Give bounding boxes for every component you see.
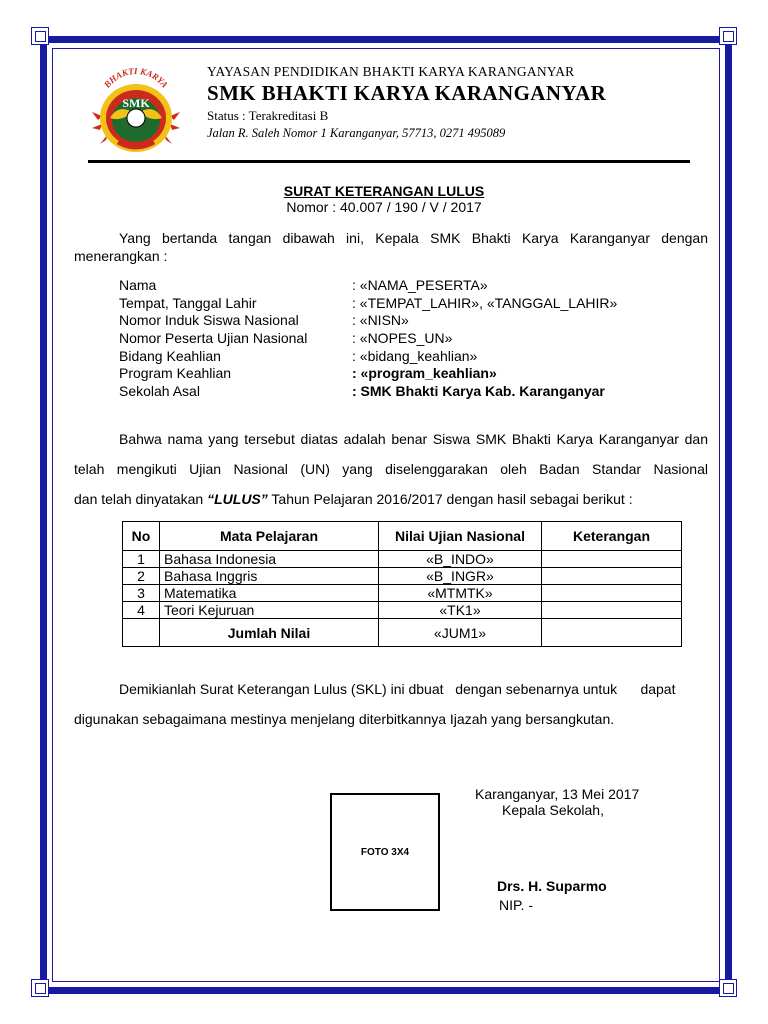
column-header: Keterangan — [542, 522, 682, 551]
closing-line-2: digunakan sebagaimana mestinya menjelang diterbitkannya Ijazah yang bersangkutan. — [74, 711, 615, 727]
field-label: Nomor Peserta Ujian Nasional — [119, 330, 308, 347]
field-label: Sekolah Asal — [119, 383, 200, 400]
statement-line-2: telah mengikuti Ujian Nasional (UN) yang diselenggarakan oleh Badan Standar Nasional — [74, 461, 708, 477]
logo-text-top: BHAKTI KARYA — [101, 66, 171, 90]
subject-score: «B_INDO» — [379, 551, 542, 568]
intro-line-1: Yang bertanda tangan dibawah ini, Kepala SMK Bhakti Karya Karanganyar dengan — [119, 230, 708, 246]
total-label: Jumlah Nilai — [160, 619, 379, 647]
title-heading: SURAT KETERANGAN LULUS — [283, 183, 485, 199]
field-label: Nama — [119, 277, 157, 293]
place-date: Karanganyar, 13 Mei 2017 — [475, 786, 640, 802]
school-logo-icon — [88, 60, 184, 156]
field-label: Bidang Keahlian — [119, 347, 221, 364]
subject-note — [542, 585, 682, 602]
field-label: Nomor Induk Siswa Nasional — [119, 312, 299, 329]
corner-ornament — [719, 27, 737, 45]
subject-name: Bahasa Inggris — [160, 568, 379, 585]
table-header-row — [123, 522, 682, 551]
field-label: Tempat, Tanggal Lahir — [119, 294, 257, 311]
field-value: : «NOPES_UN» — [352, 330, 453, 347]
signer-name: Drs. H. Suparmo — [497, 878, 607, 894]
subject-score: «MTMTK» — [379, 585, 542, 602]
letterhead — [88, 60, 688, 160]
closing-line-1: Demikianlah Surat Keterangan Lulus (SKL) ini dbuat dengan sebenarnya untuk dapat — [119, 681, 676, 697]
letter-number: Nomor : 40.007 / 190 / V / 2017 — [286, 199, 482, 215]
statement-text: dan telah dinyatakan — [74, 491, 208, 507]
row-number: 3 — [123, 585, 160, 602]
subject-score: «TK1» — [379, 602, 542, 619]
subject-name: Bahasa Indonesia — [160, 551, 379, 568]
school-name: SMK BHAKTI KARYA KARANGANYAR — [207, 81, 607, 105]
column-header: Mata Pelajaran — [160, 522, 379, 551]
total-empty-cell — [123, 619, 160, 647]
row-number: 2 — [123, 568, 160, 585]
statement-line-1: Bahwa nama yang tersebut diatas adalah benar Siswa SMK Bhakti Karya Karanganyar dan — [119, 431, 708, 447]
lulus-emphasis: “LULUS” — [207, 491, 268, 507]
column-header: Nilai Ujian Nasional — [379, 522, 542, 551]
accreditation-status: Status : Terakreditasi B — [207, 108, 329, 123]
field-value: : «NISN» — [352, 312, 409, 329]
field-value: : «NAMA_PESERTA» — [352, 277, 488, 293]
intro-line-2: menerangkan : — [74, 248, 168, 264]
field-value: : «bidang_keahlian» — [352, 347, 478, 364]
subject-score: «B_INGR» — [379, 568, 542, 585]
signer-position: Kepala Sekolah, — [502, 802, 604, 818]
statement-text: Tahun Pelajaran 2016/2017 dengan hasil sebagai berikut : — [267, 491, 633, 507]
column-header: No — [123, 522, 160, 551]
table-row — [123, 585, 682, 602]
total-note — [542, 619, 682, 647]
signer-nip: NIP. - — [499, 897, 533, 913]
subject-name: Teori Kejuruan — [160, 602, 379, 619]
table-total-row — [123, 619, 682, 647]
corner-ornament — [31, 27, 49, 45]
document-title — [0, 183, 768, 215]
field-value: : «TEMPAT_LAHIR», «TANGGAL_LAHIR» — [352, 294, 618, 311]
field-value: : «program_keahlian» — [352, 365, 497, 382]
corner-ornament — [719, 979, 737, 997]
logo-text-center: SMK — [122, 96, 150, 110]
subject-name: Matematika — [160, 585, 379, 602]
row-number: 1 — [123, 551, 160, 568]
total-value: «JUM1» — [379, 619, 542, 647]
subject-note — [542, 568, 682, 585]
foundation-name: YAYASAN PENDIDIKAN BHAKTI KARYA KARANGANYAR — [207, 64, 575, 79]
subject-note — [542, 602, 682, 619]
corner-ornament — [31, 979, 49, 997]
school-address: Jalan R. Saleh Nomor 1 Karanganyar, 57713, 0271 495089 — [207, 126, 506, 140]
field-value: : SMK Bhakti Karya Kab. Karanganyar — [352, 383, 605, 400]
subject-note — [542, 551, 682, 568]
row-number: 4 — [123, 602, 160, 619]
header-divider — [88, 160, 690, 163]
table-row — [123, 602, 682, 619]
photo-placeholder: FOTO 3X4 — [330, 793, 440, 911]
grades-table — [122, 521, 682, 647]
table-row — [123, 568, 682, 585]
statement-line-3 — [74, 490, 708, 509]
field-label: Program Keahlian — [119, 365, 232, 382]
table-row — [123, 551, 682, 568]
